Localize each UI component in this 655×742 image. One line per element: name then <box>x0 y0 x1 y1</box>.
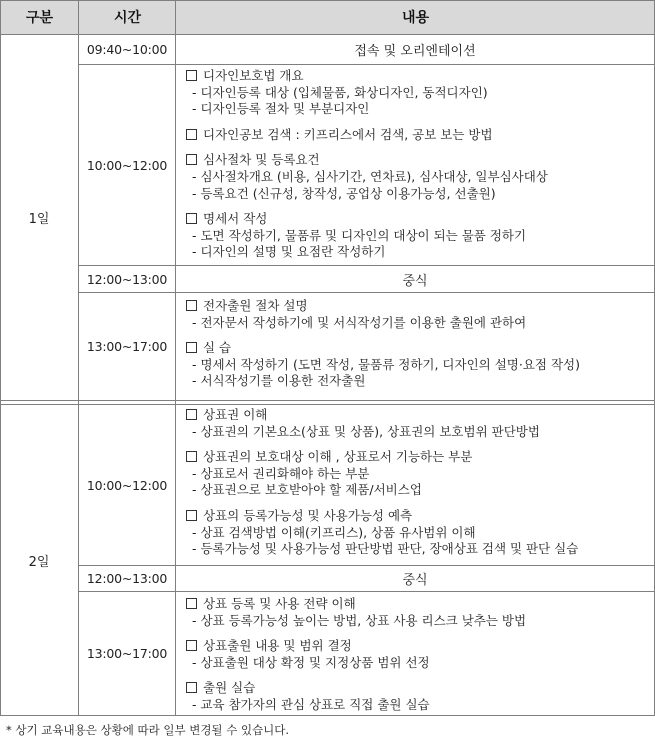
block-item: - 서식작성기를 이용한 전자출원 <box>192 373 366 389</box>
content-block <box>186 508 654 558</box>
day1-s1-text: 접속 및 오리엔테이션 <box>354 44 476 59</box>
block-heading: 실 습 <box>203 340 232 356</box>
day1-s2-time: 10:00~12:00 <box>86 157 168 173</box>
checkbox-icon <box>186 682 197 693</box>
header-content: 내용 <box>176 0 655 34</box>
header-time: 시간 <box>79 0 176 34</box>
checkbox-icon <box>186 598 197 609</box>
content-block <box>186 127 654 144</box>
day1-label: 1일 <box>28 212 50 227</box>
content-block <box>186 152 654 202</box>
content-block <box>186 680 654 713</box>
day1-s3-text: 중식 <box>402 273 428 289</box>
checkbox-icon <box>186 129 197 140</box>
block-item: - 명세서 작성하기 (도면 작성, 물품류 정하기, 디자인의 설명·요점 작성) <box>192 356 580 372</box>
block-item: - 도면 작성하기, 물품류 및 디자인의 대상이 되는 물품 정하기 <box>192 227 527 243</box>
day2-s3-time: 13:00~17:00 <box>86 646 168 661</box>
block-heading: 디자인보호법 개요 <box>203 68 304 83</box>
block-item: - 전자문서 작성하기에 및 서식작성기를 이용한 출원에 관하여 <box>192 314 527 330</box>
block-heading: 전자출원 절차 설명 <box>203 298 308 313</box>
checkbox-icon <box>186 300 197 311</box>
day2-s3-content <box>176 596 654 714</box>
block-item: - 상표로서 권리화해야 하는 부분 <box>192 465 370 481</box>
day1-s3-time: 12:00~13:00 <box>86 271 168 287</box>
block-item: - 등록가능성 및 사용가능성 판단방법 판단, 장애상표 검색 및 판단 실습 <box>192 541 579 557</box>
content-block <box>186 340 654 390</box>
checkbox-icon <box>186 154 197 165</box>
day2-s2-time: 12:00~13:00 <box>86 571 168 586</box>
day2-label: 2일 <box>28 554 50 570</box>
table-border-bottom <box>0 715 655 716</box>
block-heading: 상표권 이해 <box>203 407 268 422</box>
block-heading: 심사절차 및 등록요건 <box>203 152 320 168</box>
checkbox-icon <box>186 409 197 420</box>
content-block <box>186 68 654 118</box>
table-border-top <box>0 0 655 1</box>
day1-s4-content <box>176 298 654 390</box>
day2-s1-content <box>176 407 654 558</box>
content-block <box>186 407 654 440</box>
checkbox-icon <box>186 342 197 353</box>
block-item: - 디자인의 설명 및 요점란 작성하기 <box>192 244 386 260</box>
checkbox-icon <box>186 510 197 521</box>
block-heading: 명세서 작성 <box>203 211 268 227</box>
day-divider <box>0 400 655 401</box>
block-heading: 상표출원 내용 및 범위 결정 <box>203 638 352 654</box>
block-item: - 심사절차개요 (비용, 심사기간, 연차료), 심사대상, 일부심사대상 <box>192 168 548 184</box>
block-item: - 등록요건 (신규성, 창작성, 공업상 이용가능성, 선출원) <box>192 185 496 201</box>
checkbox-icon <box>186 451 197 462</box>
content-block <box>186 638 654 671</box>
checkbox-icon <box>186 213 197 224</box>
footnote: * 상기 교육내용은 상황에 따라 일부 변경될 수 있습니다. <box>6 723 290 737</box>
day2-s2-text: 중식 <box>402 573 428 588</box>
block-item: - 상표권으로 보호받아야 할 제품/서비스업 <box>192 482 422 498</box>
checkbox-icon <box>186 70 197 81</box>
block-heading: 상표의 등록가능성 및 사용가능성 예측 <box>203 507 413 523</box>
header-category: 구분 <box>0 0 79 34</box>
block-item: - 디자인등록 절차 및 부분디자인 <box>192 101 370 117</box>
content-block <box>186 596 654 629</box>
day2-s1-time: 10:00~12:00 <box>86 477 168 493</box>
checkbox-icon <box>186 640 197 651</box>
content-block <box>186 298 654 331</box>
block-item: - 상표 등록가능성 높이는 방법, 상표 사용 리스크 낮추는 방법 <box>192 612 527 628</box>
block-heading: 상표 등록 및 사용 전략 이해 <box>203 596 356 611</box>
content-block <box>186 211 654 261</box>
content-block <box>186 449 654 499</box>
block-item: - 교육 참가자의 관심 상표로 직접 출원 실습 <box>192 696 430 712</box>
block-item: - 디자인등록 대상 (입체물품, 화상디자인, 동적디자인) <box>192 84 488 100</box>
block-item: - 상표 검색방법 이해(키프리스), 상품 유사범위 이해 <box>192 524 476 540</box>
block-heading: 디자인공보 검색 : 키프리스에서 검색, 공보 보는 방법 <box>203 126 493 142</box>
block-item: - 상표출원 대상 확정 및 지정상품 범위 선정 <box>192 654 430 670</box>
block-heading: 출원 실습 <box>203 680 256 696</box>
block-item: - 상표권의 기본요소(상표 및 상품), 상표권의 보호범위 판단방법 <box>192 423 540 439</box>
day1-s1-time: 09:40~10:00 <box>86 42 168 57</box>
block-heading: 상표권의 보호대상 이해 , 상표로서 기능하는 부분 <box>203 449 473 465</box>
day1-s2-content <box>176 68 654 261</box>
day1-s4-time: 13:00~17:00 <box>86 339 168 354</box>
